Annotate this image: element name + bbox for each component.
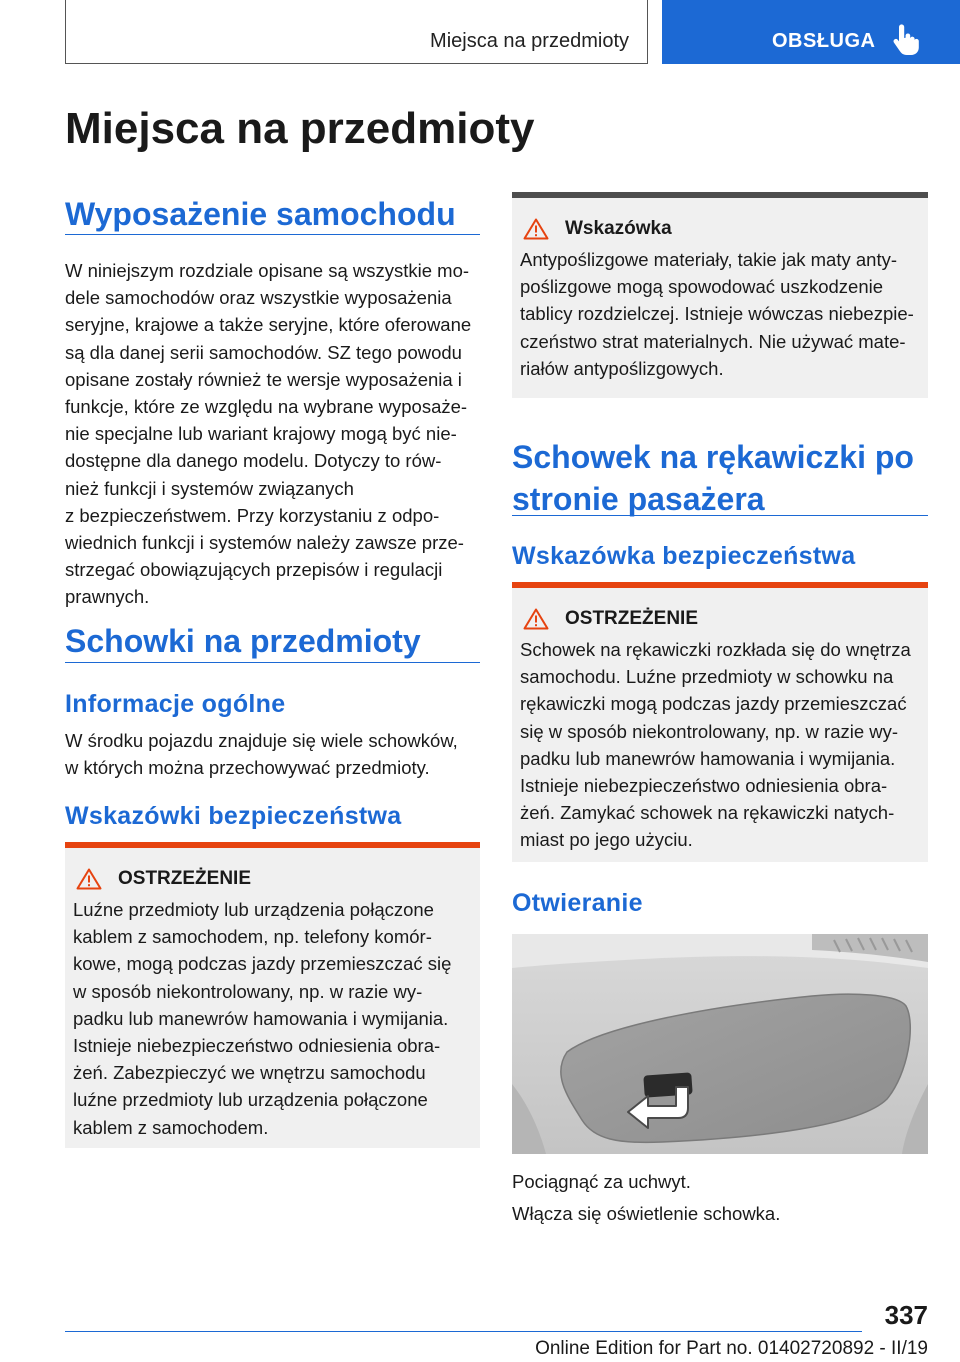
text-line: tablicy rozdzielczej. Istnieje wówczas niebezpie- [520, 303, 914, 325]
text-line: się w sposób niekontrolowany, np. w razie wy- [520, 720, 899, 742]
heading-rule [65, 662, 480, 663]
text-line: funkcje, które ze względu na wybrane wyposaże- [65, 396, 468, 418]
text-line: kablem z samochodem, np. telefony komór- [73, 926, 432, 948]
heading-rule [512, 515, 928, 516]
warning-text [520, 636, 920, 854]
note-text [520, 246, 920, 382]
text-line: Luźne przedmioty lub urządzenia połączone [73, 899, 434, 920]
text-line: żeń. Zamykać schowek na rękawiczki natych- [520, 802, 895, 824]
text-line: W niniejszym rozdziale opisane są wszystkie mo- [65, 260, 470, 281]
text-line: padku lub manewrów hamowania i wymijania. [520, 747, 896, 769]
text-line: prawnych. [65, 586, 150, 608]
glovebox-illustration [512, 934, 928, 1154]
footer-rule [65, 1331, 862, 1332]
text-line: dostępne dla danego modelu. Dotyczy to rów- [65, 450, 442, 472]
text-line: nie specjalne lub wariant krajowy mogą być nie- [65, 423, 457, 445]
page-number: 337 [884, 1300, 928, 1330]
text-line: kablem z samochodem. [73, 1116, 269, 1138]
text-line: miast po jego użyciu. [520, 829, 693, 851]
warning-triangle-icon [523, 608, 549, 630]
hand-pointer-icon [890, 24, 920, 56]
header-section-label: Miejsca na przedmioty [430, 30, 629, 52]
note-title: Wskazówka [565, 218, 672, 239]
step-item: Włącza się oświetlenie schowka. [512, 1203, 781, 1224]
text-line: Istnieje niebezpieczeństwo odniesienia obra- [73, 1035, 441, 1057]
text-line: dele samochodów oraz wszystkie wyposażenia [65, 287, 452, 309]
warning-box [512, 582, 928, 862]
heading-glovebox [512, 436, 942, 520]
heading-line: Schowek na rękawiczki po [512, 439, 914, 475]
footer-edition: Online Edition for Part no. 01402720892 - II/19 [535, 1338, 928, 1359]
subheading-opening: Otwieranie [512, 889, 643, 917]
text-line: luźne przedmioty lub urządzenia połączone [73, 1089, 428, 1111]
warning-title: OSTRZEŻENIE [118, 868, 252, 889]
intro-paragraph [65, 257, 485, 611]
text-line: wiednich funkcji i systemów należy zawsze prze- [65, 532, 464, 554]
text-line: Schowek na rękawiczki rozkłada się do wnętrza [520, 639, 911, 660]
text-line: Istnieje niebezpieczeństwo odniesienia obra- [520, 775, 888, 797]
subheading-glovebox-safety: Wskazówka bezpieczeństwa [512, 542, 856, 570]
warning-triangle-icon [523, 218, 549, 240]
page-title: Miejsca na przedmioty [65, 104, 535, 153]
text-line: żeń. Zabezpieczyć we wnętrzu samochodu [73, 1062, 426, 1084]
heading-line: stronie pasażera [512, 481, 765, 517]
text-line: samochodu. Luźne przedmioty w schowku na [520, 666, 894, 688]
text-line: w których można przechowywać przedmioty. [65, 757, 430, 779]
subheading-general: Informacje ogólne [65, 690, 286, 718]
heading-storage: Schowki na przedmioty [65, 623, 421, 659]
text-line: kowe, mogą podczas jazdy przemieszczać się [73, 953, 452, 975]
text-line: Antypoślizgowe materiały, takie jak maty anty- [520, 249, 898, 270]
step-item: Pociągnąć za uchwyt. [512, 1171, 691, 1192]
text-line: nież funkcji i systemów związanych [65, 477, 354, 499]
heading-rule [65, 234, 480, 235]
text-line: z bezpieczeństwem. Przy korzystaniu z odpo- [65, 504, 440, 526]
header-chapter-tab[interactable] [662, 0, 960, 64]
text-line: strzegać obowiązujących przepisów i regulacji [65, 559, 443, 581]
text-line: seryjne, krajowe a także seryjne, które oferowane [65, 314, 472, 336]
text-line: riałów antypoślizgowych. [520, 357, 724, 379]
chapter-tab-label: OBSŁUGA [772, 30, 876, 52]
subheading-safety: Wskazówki bezpieczeństwa [65, 802, 402, 830]
text-line: w sposób niekontrolowany, np. w razie wy- [73, 980, 423, 1002]
warning-text [73, 896, 472, 1141]
warning-box-header [73, 868, 472, 890]
general-paragraph [65, 727, 485, 781]
text-line: padku lub manewrów hamowania i wymijania. [73, 1007, 449, 1029]
glovebox-photo [512, 934, 928, 1154]
note-box [512, 192, 928, 398]
heading-equipment: Wyposażenie samochodu [65, 196, 456, 232]
note-box-header [520, 218, 920, 240]
text-line: W środku pojazdu znajduje się wiele schowków, [65, 730, 458, 751]
text-line: poślizgowe mogą spowodować uszkodzenie [520, 276, 884, 298]
text-line: są dla danej serii samochodów. SZ tego powodu [65, 341, 462, 363]
opening-steps [512, 1166, 932, 1230]
warning-box-header [520, 608, 920, 630]
warning-title: OSTRZEŻENIE [565, 608, 699, 629]
warning-triangle-icon [76, 868, 102, 890]
text-line: czeństwo strat materialnych. Nie używać mate- [520, 330, 906, 352]
text-line: rękawiczki mogą podczas jazdy przemieszczać [520, 693, 907, 715]
text-line: opisane zostały również te wersje wyposażenia i [65, 368, 462, 390]
header-section-box [65, 0, 648, 64]
warning-box [65, 842, 480, 1148]
